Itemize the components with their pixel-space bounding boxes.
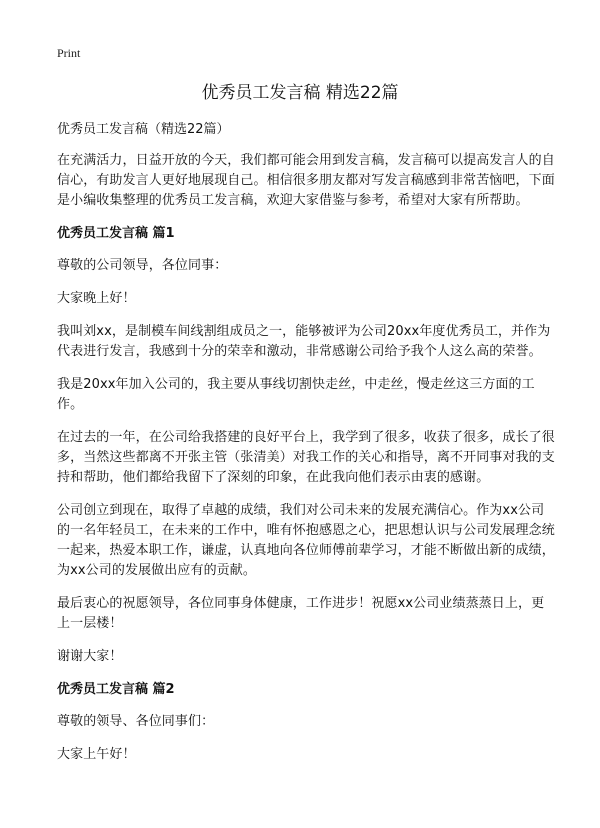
closing-paragraph: 最后衷心的祝愿领导，各位同事身体健康，工作进步！祝愿xx公司业绩蒸蒸日上，更上一层楼！	[57, 596, 545, 631]
body-paragraph: 公司创立到现在，取得了卓越的成绩，我们对公司未来的发展充满信心。作为xx公司的一名年轻员工，在未来的工作中，唯有怀抱感恩之心，把思想认识与公司发展理念统一起来，热爱本职工作，谦虚，认真地向各位师傅前辈学习，才能不断做出新的成绩，为xx公司的发展做出应有的贡献。	[57, 503, 555, 578]
section-heading: 优秀员工发言稿 篇1	[57, 226, 175, 241]
section-1	[57, 224, 555, 667]
salutation: 尊敬的公司领导，各位同事：	[57, 258, 228, 273]
body-paragraph: 我叫刘xx，是制模车间线割组成员之一，能够被评为公司20xx年度优秀员工，并作为代表进行发言，我感到十分的荣幸和激动，非常感谢公司给予我个人这么高的荣誉。	[57, 324, 551, 359]
greeting: 大家晚上好！	[57, 291, 136, 306]
document-title: 优秀员工发言稿 精选22篇	[201, 83, 399, 103]
print-link[interactable]: Print	[57, 46, 81, 60]
body-paragraph: 在过去的一年，在公司给我搭建的良好平台上，我学到了很多，收获了很多，成长了很多，当然这些都离不开张主管（张清美）对我工作的关心和指导，离不开同事对我的支持和帮助，他们都给我留下了深刻的印象，在此我向他们表示由衷的感谢。	[57, 430, 555, 485]
thanks-line: 谢谢大家！	[57, 649, 123, 664]
section-heading: 优秀员工发言稿 篇2	[57, 682, 175, 697]
salutation: 尊敬的领导、各位同事们：	[57, 714, 215, 729]
greeting: 大家上午好！	[57, 747, 136, 762]
body-paragraph: 我是20xx年加入公司的，我主要从事线切割快走丝，中走丝，慢走丝这三方面的工作。	[57, 377, 535, 412]
section-2	[57, 680, 555, 765]
intro-paragraph: 在充满活力，日益开放的今天，我们都可能会用到发言稿，发言稿可以提高发言人的自信心，有助发言人更好地展现自己。相信很多朋友都对写发言稿感到非常苦恼吧，下面是小编收集整理的优秀员工发言稿，欢迎大家借鉴与参考，希望对大家有所帮助。	[57, 153, 555, 208]
document-subtitle: 优秀员工发言稿（精选22篇）	[57, 122, 230, 137]
document-body	[57, 120, 555, 778]
